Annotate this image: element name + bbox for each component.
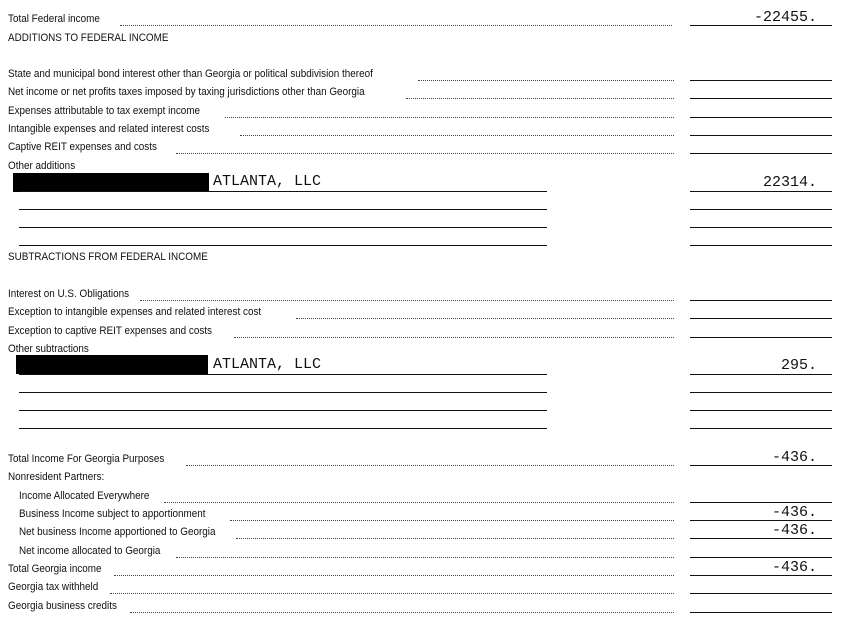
leader-dots [406, 98, 674, 99]
georgia-business-credits-field [690, 612, 832, 613]
leader-dots [120, 25, 672, 26]
additions-line-5-field [690, 153, 832, 154]
subtractions-line-3-field [690, 337, 832, 338]
blank-field [690, 428, 832, 429]
blank-line [19, 245, 547, 246]
net-business-apportioned-label: Net business Income apportioned to Georgia [19, 526, 216, 538]
additions-line-3-label: Expenses attributable to tax exempt income [8, 105, 201, 117]
other-additions-label: Other additions [8, 160, 76, 172]
total-income-georgia-label: Total Income For Georgia Purposes [8, 453, 165, 465]
blank-line [19, 209, 547, 210]
additions-heading: ADDITIONS TO FEDERAL INCOME [8, 32, 169, 44]
total-federal-income-field [690, 9, 832, 26]
blank-line [19, 428, 547, 429]
blank-field [690, 392, 832, 393]
net-income-allocated-field [690, 557, 832, 558]
blank-line [19, 227, 547, 228]
leader-dots [240, 135, 674, 136]
total-georgia-income-label: Total Georgia income [8, 563, 102, 575]
georgia-business-credits-label: Georgia business credits [8, 600, 117, 612]
leader-dots [236, 538, 674, 539]
subtractions-line-1-field [690, 300, 832, 301]
leader-dots [114, 575, 674, 576]
net-business-apportioned-field [690, 522, 832, 539]
leader-dots [418, 80, 674, 81]
leader-dots [234, 337, 674, 338]
other-subtractions-label: Other subtractions [8, 343, 89, 355]
blank-line [19, 410, 547, 411]
redaction-bar [13, 173, 209, 192]
blank-field [690, 410, 832, 411]
leader-dots [225, 117, 674, 118]
other-additions-line [19, 191, 547, 192]
leader-dots [176, 557, 674, 558]
additions-line-1-field [690, 80, 832, 81]
georgia-tax-withheld-field [690, 593, 832, 594]
other-subtractions-line [19, 374, 547, 375]
additions-line-2-field [690, 98, 832, 99]
leader-dots [110, 593, 674, 594]
leader-dots [230, 520, 674, 521]
additions-line-4-label: Intangible expenses and related interest costs [8, 123, 210, 135]
other-subtractions-value: 295. [780, 357, 817, 374]
georgia-tax-withheld-label: Georgia tax withheld [8, 581, 99, 593]
nonresident-partners-heading: Nonresident Partners: [8, 471, 105, 483]
additions-line-5-label: Captive REIT expenses and costs [8, 141, 157, 153]
total-income-georgia-value: -436. [771, 449, 817, 466]
total-federal-income-label: Total Federal income [8, 13, 100, 25]
leader-dots [296, 318, 674, 319]
leader-dots [186, 465, 674, 466]
subtractions-line-1-label: Interest on U.S. Obligations [8, 288, 130, 300]
other-additions-entity-name: ATLANTA, LLC [213, 173, 322, 190]
redaction-bar [16, 355, 208, 374]
total-georgia-income-field [690, 559, 832, 576]
subtractions-heading: SUBTRACTIONS FROM FEDERAL INCOME [8, 251, 208, 263]
business-income-subject-field [690, 504, 832, 521]
leader-dots [176, 153, 674, 154]
other-additions-field [690, 174, 832, 192]
other-additions-value: 22314. [762, 174, 817, 191]
blank-field [690, 245, 832, 246]
other-subtractions-entity-name: ATLANTA, LLC [213, 356, 322, 373]
additions-line-2-label: Net income or net profits taxes imposed by taxing jurisdictions other than Georgia [8, 86, 365, 98]
other-subtractions-field [690, 357, 832, 375]
net-income-allocated-label: Net income allocated to Georgia [19, 545, 161, 557]
subtractions-line-2-label: Exception to intangible expenses and related interest cost [8, 306, 262, 318]
total-georgia-income-value: -436. [771, 559, 817, 576]
subtractions-line-3-label: Exception to captive REIT expenses and costs [8, 325, 212, 337]
blank-field [690, 209, 832, 210]
business-income-subject-value: -436. [771, 504, 817, 521]
income-allocated-everywhere-field [690, 502, 832, 503]
additions-line-4-field [690, 135, 832, 136]
blank-line [19, 392, 547, 393]
total-income-georgia-field [690, 449, 832, 466]
net-business-apportioned-value: -436. [771, 522, 817, 539]
subtractions-line-2-field [690, 318, 832, 319]
leader-dots [140, 300, 674, 301]
additions-line-3-field [690, 117, 832, 118]
business-income-subject-label: Business Income subject to apportionment [19, 508, 206, 520]
leader-dots [130, 612, 674, 613]
income-allocated-everywhere-label: Income Allocated Everywhere [19, 490, 150, 502]
leader-dots [164, 502, 674, 503]
additions-line-1-label: State and municipal bond interest other than Georgia or political subdivision thereof [8, 68, 373, 80]
total-federal-income-value: -22455. [753, 9, 817, 26]
blank-field [690, 227, 832, 228]
